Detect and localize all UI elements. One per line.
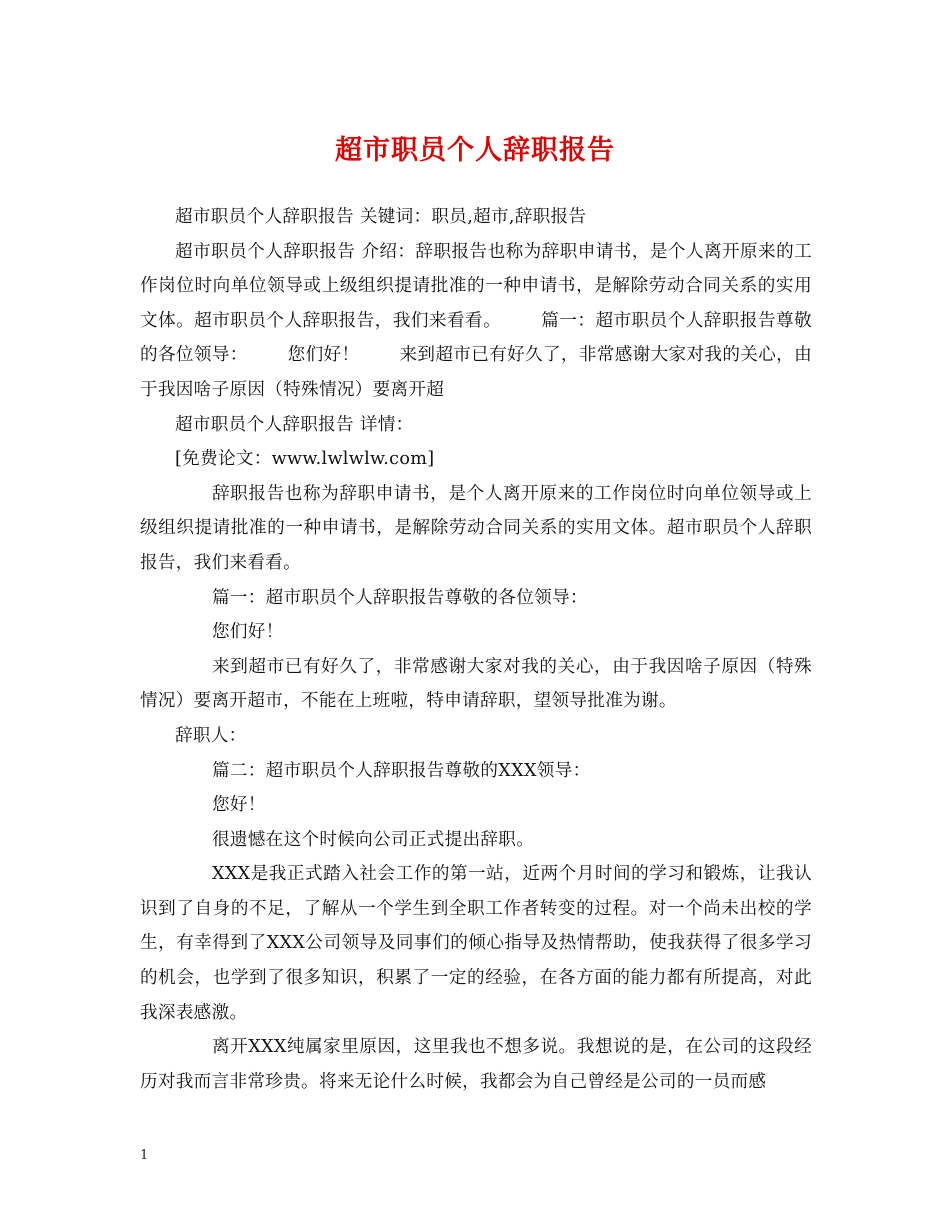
document-title: 超市职员个人辞职报告 [335, 135, 615, 166]
body-paragraph-8: 很遗憾在这个时候向公司正式提出辞职。 [212, 829, 535, 850]
keywords-paragraph: 超市职员个人辞职报告 关键词：职员,超市,辞职报告 [175, 207, 587, 227]
body-paragraph-1: 辞职报告也称为辞职申请书，是个人离开原来的工作岗位时向单位领导或上级组织提请批准的一种申请书，是解除劳动合同关系的实用文体。超市职员个人辞职报告，我们来看看。 [140, 483, 812, 573]
body-paragraph-7: 您好！ [212, 795, 266, 816]
detail-heading: 超市职员个人辞职报告 详情： [175, 414, 414, 435]
intro-greeting: 您们好！ [287, 345, 360, 366]
intro-text: 超市职员个人辞职报告 介绍：辞职报告也称为辞职申请书，是个人离开原来的工作岗位时向单位领导或上级组织提请批准的一种申请书，是解除劳动合同关系的实用文体。超市职员个人辞职报告，我们来看看。 [140, 241, 812, 331]
page-number: 1 [140, 1148, 149, 1163]
body-paragraph-4: 来到超市已有好久了，非常感谢大家对我的关心，由于我因啥子原因（特殊情况）要离开超市，不能在上班啦，特申请辞职，望领导批准为谢。 [140, 656, 812, 712]
body-paragraph-10: 离开XXX纯属家里原因，这里我也不想多说。我想说的是，在公司的这段经历对我而言非常珍贵。将来无论什么时候，我都会为自己曾经是公司的一员而感 [140, 1037, 812, 1092]
intro-paragraph [140, 235, 812, 408]
intro-excerpt: 来到超市已有好久了，非常感谢大家对我的关心，由于我因啥子原因（特殊情况）要离开超 [140, 345, 812, 400]
body-paragraph-3: 您们好！ [212, 622, 284, 643]
intro-salutation: 篇一：超市职员个人辞职报告尊敬的各位领导： [140, 310, 812, 366]
body-paragraph-9: XXX是我正式踏入社会工作的第一站，近两个月时间的学习和锻炼，让我认识到了自身的不足，了解从一个学生到全职工作者转变的过程。对一个尚未出校的学生，有幸得到了XXX公司领导及同事们的倾心指导及热情帮助，使我获得了很多学习的机会，也学到了很多知识，积累了一定的经验，在各方面的能力都有所提高，对此我深表感激。 [140, 864, 812, 1023]
document-body [140, 200, 812, 1099]
body-paragraph-5: 辞职人： [175, 725, 247, 746]
source-link: [免费论文：www.lwlwlw.com] [175, 449, 435, 470]
body-paragraph-6: 篇二：超市职员个人辞职报告尊敬的XXX领导： [212, 760, 591, 781]
body-paragraph-2: 篇一：超市职员个人辞职报告尊敬的各位领导： [212, 587, 588, 608]
